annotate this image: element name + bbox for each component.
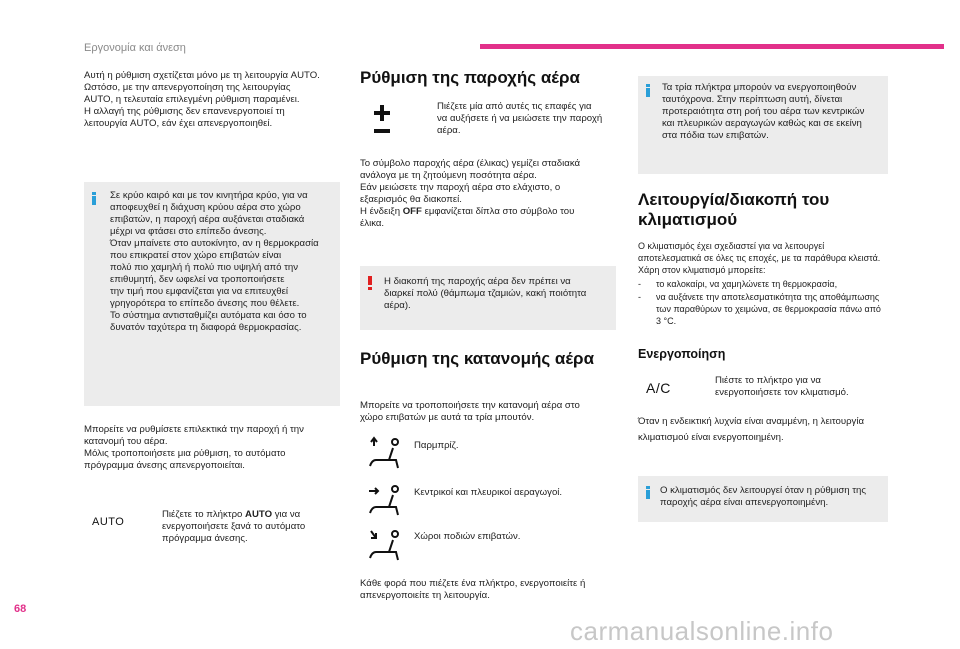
- dist-item-label: Χώροι ποδιών επιβατών.: [414, 531, 521, 542]
- air-flow-title: Ρύθμιση της παροχής αέρα: [360, 68, 580, 87]
- toggle-paragraph: Κάθε φορά που πιέζετε ένα πλήκτρο, ενεργοποιείτε ή απενεργοποιείτε τη λειτουργία.: [360, 578, 586, 601]
- info-icon: [646, 84, 650, 96]
- ac-instruction: Πιέστε το πλήκτρο για να ενεργοποιήσετε τον κλιματισμό.: [715, 375, 849, 398]
- section-header: Εργονομία και άνεση: [84, 42, 186, 54]
- watermark: carmanualsonline.info: [570, 616, 834, 646]
- fan-plus-minus-icon[interactable]: [370, 103, 398, 139]
- info-icon: [646, 486, 650, 498]
- selective-adjust-paragraph: Μπορείτε να ρυθμίσετε επιλεκτικά την παροχή ή την κατανομή του αέρα. Μόλις τροποποιήσετε μια ρύθμιση, το αυτόματο πρόγραμμα άνεσης απενεργοποιείται.: [84, 424, 304, 471]
- windscreen-airflow-icon[interactable]: [366, 436, 404, 470]
- info-note-three-buttons: [638, 76, 888, 174]
- warning-note-text: Η διακοπή της παροχής αέρα δεν πρέπει να διαρκεί πολύ (θάμπωμα τζαμιών, κακή ποιότητα αέρα).: [384, 276, 587, 311]
- air-flow-instruction: Πιέζετε μία από αυτές τις επαφές για να αυξήσετε ή να μειώσετε την παροχή αέρα.: [437, 101, 603, 136]
- ac-paragraph: Ο κλιματισμός έχει σχεδιαστεί για να λειτουργεί αποτελεσματικά σε όλες τις εποχές, με τα παράθυρα κλειστά. Χάρη στον κλιματισμό μπορείτε:: [638, 241, 881, 275]
- list-item: να αυξάνετε την αποτελεσματικότητα της αποθάμπωσης των παραθύρων το χειμώνα, σε θερμοκρασία πάνω από 3 °C.: [656, 292, 881, 326]
- auto-button-label[interactable]: AUTO: [92, 516, 125, 528]
- indicator-paragraph: Όταν η ενδεικτική λυχνία είναι αναμμένη, η λειτουργία κλιματισμού είναι ενεργοποιημένη.: [638, 416, 865, 443]
- warning-icon: [368, 276, 372, 290]
- ac-title: Λειτουργία/διακοπή του κλιματισμού: [638, 190, 830, 229]
- info-note-text: Τα τρία πλήκτρα μπορούν να ενεργοποιηθούν ταυτόχρονα. Στην περίπτωση αυτή, δίνεται προτεραιότητα στη ροή του αέρα των κεντρικών και πλευρικών αεραγωγών καθώς και σε εκείνη στα πόδια των επιβατών.: [662, 82, 865, 141]
- info-note-text: Ο κλιματισμός δεν λειτουργεί όταν η ρύθμιση της παροχής αέρα είναι απενεργοποιημένη.: [660, 485, 867, 508]
- footwell-airflow-icon[interactable]: [366, 528, 404, 562]
- list-item: το καλοκαίρι, να χαμηλώνετε τη θερμοκρασία,: [656, 279, 838, 289]
- auto-instruction: Πιέζετε το πλήκτρο AUTO για να ενεργοποιήσετε ξανά το αυτόματο πρόγραμμα άνεσης.: [162, 509, 306, 544]
- info-note-text: Σε κρύο καιρό και με τον κινητήρα κρύο, για να αποφευχθεί η διάχυση κρύου αέρα στο χώρο επιβατών, η παροχή αέρα αυξάνεται σταδιακά μέχρι να φτάσει στο επίπεδο άνεσης. Όταν μπαίνετε στο αυτοκίνητο, αν η θερμοκρασία που επικρατεί στον χώρο επιβατών είναι πολύ πιο χαμηλή ή πολύ πιο υψηλή από την επιθυμητή, δεν ωφελεί να τροποποιήσετε την τιμή που εμφανίζεται για να επιτευχθεί γρηγορότερα το επίπεδο άνεσης που θέλετε. Το σύστημα αντισταθμίζει αυτόματα και όσο το δυνατόν ταχύτερα τη διαφορά θερμοκρασίας.: [110, 190, 319, 333]
- air-distribution-paragraph: Μπορείτε να τροποποιήσετε την κατανομή αέρα στο χώρο επιβατών με αυτά τα τρία μπουτόν.: [360, 400, 580, 423]
- air-flow-paragraph: Το σύμβολο παροχής αέρα (έλικας) γεμίζει σταδιακά ανάλογα με τη ζητούμενη ποσότητα αέρα. Εάν μειώσετε την παροχή αέρα στο ελάχιστο, ο εξαερισμός θα διακοπεί. Η ένδειξη OFF εμφανίζεται δίπλα στο σύμβολο του έλικα.: [360, 158, 581, 229]
- info-note-ac-off: [638, 476, 888, 522]
- air-distribution-title: Ρύθμιση της κατανομής αέρα: [360, 349, 595, 368]
- page-number: 68: [14, 603, 27, 615]
- intro-paragraph: Αυτή η ρύθμιση σχετίζεται μόνο με τη λειτουργία AUTO. Ωστόσο, με την απενεργοποίηση της λειτουργίας AUTO, η τελευταία επιλεγμένη ρύθμιση παραμένει. Η αλλαγή της ρύθμισης δεν επανενεργοποιεί τη λειτουργία AUTO, εάν έχει απενεργοποιηθεί.: [84, 70, 320, 129]
- dist-item-label: Κεντρικοί και πλευρικοί αεραγωγοί.: [414, 487, 563, 498]
- warning-note-air-flow: [360, 266, 616, 330]
- dist-item-label: Παρμπρίζ.: [414, 440, 459, 451]
- vents-airflow-icon[interactable]: [366, 483, 404, 517]
- activation-subtitle: Ενεργοποίηση: [638, 347, 726, 361]
- ac-button-label[interactable]: A/C: [646, 380, 671, 396]
- header-accent-bar: [480, 44, 944, 49]
- info-icon: [92, 192, 96, 204]
- info-note-cold-weather: [84, 182, 340, 406]
